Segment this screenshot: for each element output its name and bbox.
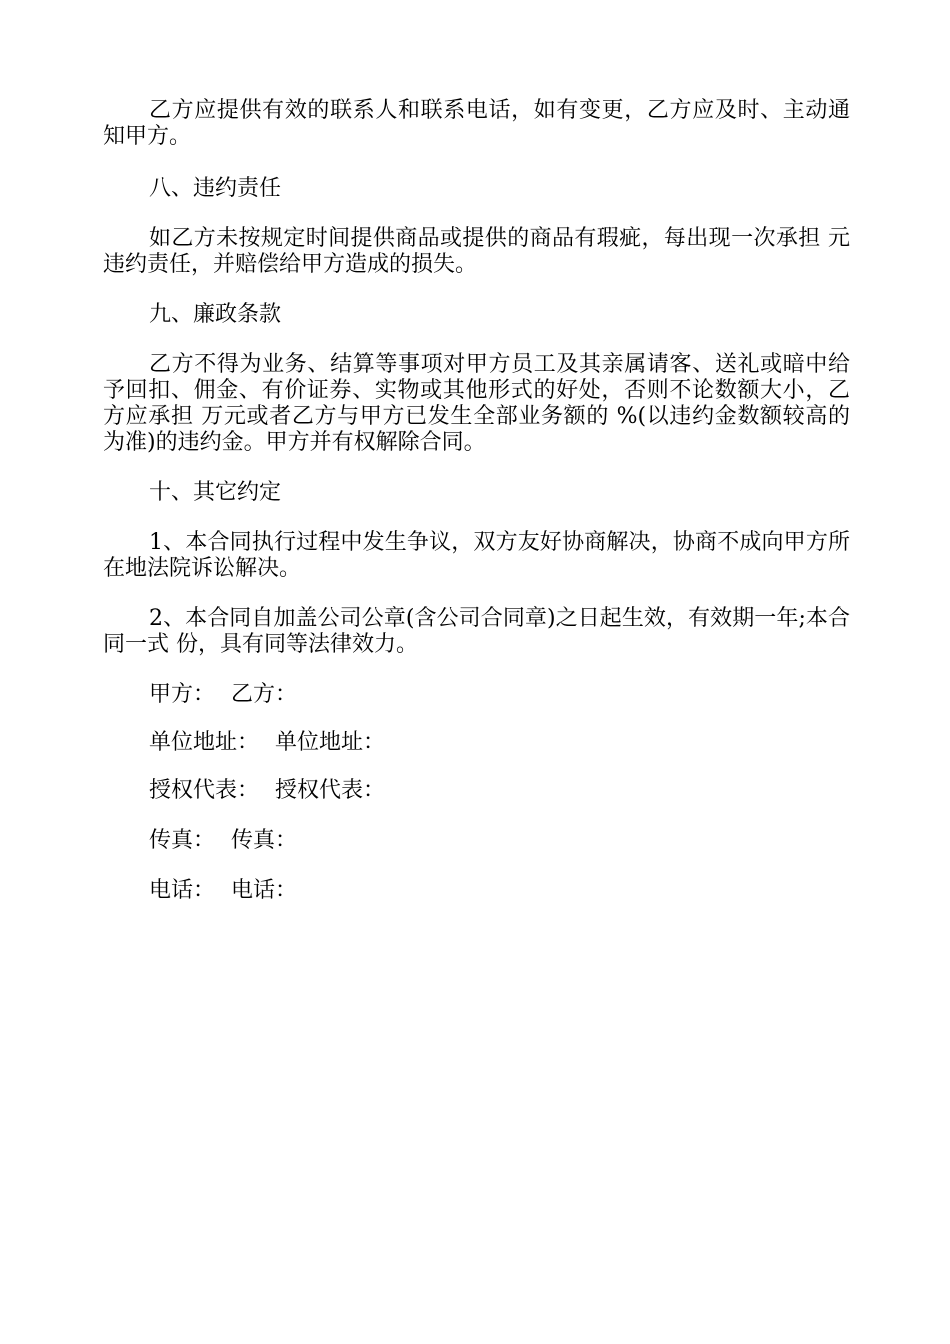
breach-heading: 八、违约责任	[149, 176, 282, 201]
address-b-label: 单位地址：	[275, 730, 386, 755]
signature-address-line	[103, 730, 850, 756]
fax-b-label: 传真：	[231, 828, 298, 853]
document-page	[103, 98, 850, 904]
fax-a-label: 传真：	[149, 828, 216, 853]
breach-paragraph: 如乙方未按规定时间提供商品或提供的商品有瑕疵，每出现一次承担 元违约责任，并赔偿给甲方造成的损失。	[103, 226, 850, 277]
phone-a-label: 电话：	[149, 878, 216, 903]
signature-rep-line	[103, 778, 850, 804]
integrity-paragraph: 乙方不得为业务、结算等事项对甲方员工及其亲属请客、送礼或暗中给予回扣、佣金、有价证券、实物或其他形式的好处，否则不论数额大小，乙方应承担 万元或者乙方与甲方已发生全部业务额的 %(以违约金数额较高的为准)的违约金。甲方并有权解除合同。	[103, 352, 850, 455]
contact-paragraph: 乙方应提供有效的联系人和联系电话，如有变更，乙方应及时、主动通知甲方。	[103, 98, 850, 149]
other-heading: 十、其它约定	[149, 480, 282, 505]
other-paragraph-1: 1、本合同执行过程中发生争议，双方友好协商解决，协商不成向甲方所在地法院诉讼解决。	[103, 530, 850, 581]
integrity-heading: 九、廉政条款	[149, 302, 282, 327]
rep-b-label: 授权代表：	[275, 778, 386, 803]
rep-a-label: 授权代表：	[149, 778, 260, 803]
signature-fax-line	[103, 828, 850, 854]
phone-b-label: 电话：	[231, 878, 298, 903]
signature-party-line	[103, 682, 850, 708]
address-a-label: 单位地址：	[149, 730, 260, 755]
other-paragraph-2: 2、本合同自加盖公司公章(含公司合同章)之日起生效，有效期一年;本合同一式 份，具有同等法律效力。	[103, 606, 850, 657]
party-b-label: 乙方：	[231, 682, 298, 707]
party-a-label: 甲方：	[149, 682, 216, 707]
signature-phone-line	[103, 878, 850, 904]
